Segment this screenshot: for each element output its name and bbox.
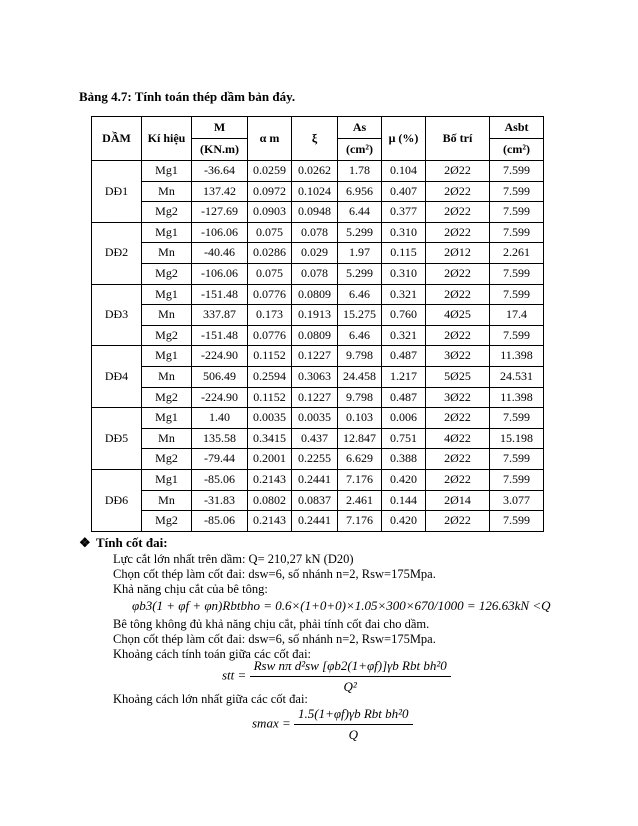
moment-symbol-cell: Mn [142, 428, 192, 449]
cell-mu: 0.310 [382, 263, 426, 284]
moment-symbol-cell: Mg2 [142, 387, 192, 408]
cell-am: 0.1152 [248, 387, 292, 408]
cell-am: 0.0802 [248, 490, 292, 511]
table-row [92, 428, 544, 449]
cell-asbt: 3.077 [490, 490, 544, 511]
max-spacing-formula [252, 706, 413, 743]
table-row [92, 305, 544, 326]
cell-as: 1.78 [338, 161, 382, 182]
cell-bt: 2Ø22 [426, 202, 490, 223]
cell-bt: 5Ø25 [426, 366, 490, 387]
formula-denominator: Q² [343, 679, 357, 694]
cell-m: -127.69 [192, 202, 248, 223]
table-row [92, 243, 544, 264]
moment-symbol-cell: Mn [142, 181, 192, 202]
text-line: Khoảng cách lớn nhất giữa các cốt đai: [113, 692, 308, 706]
cell-mu: 0.420 [382, 511, 426, 532]
table-row [92, 366, 544, 387]
formula-lhs: smax = [252, 715, 291, 731]
text-line: Lực cắt lớn nhất trên dầm: Q= 210,27 kN (D20) [113, 552, 354, 566]
section-title: Tính cốt đai: [96, 535, 168, 550]
beam-name-cell: DĐ6 [92, 469, 142, 531]
cell-mu: 0.407 [382, 181, 426, 202]
cell-m: -106.06 [192, 263, 248, 284]
cell-xi: 0.078 [292, 263, 338, 284]
header-ki-hieu: Kí hiệu [142, 117, 192, 161]
cell-am: 0.2001 [248, 449, 292, 470]
cell-as: 24.458 [338, 366, 382, 387]
cell-am: 0.2143 [248, 469, 292, 490]
cell-xi: 0.2255 [292, 449, 338, 470]
cell-asbt: 7.599 [490, 202, 544, 223]
cell-m: -224.90 [192, 387, 248, 408]
cell-mu: 0.006 [382, 408, 426, 429]
header-as-unit: (cm²) [338, 139, 382, 161]
cell-as: 6.44 [338, 202, 382, 223]
table-row [92, 222, 544, 243]
cell-xi: 0.3063 [292, 366, 338, 387]
beam-name-cell: DĐ3 [92, 284, 142, 346]
text-line: Khả năng chịu cắt của bê tông: [113, 582, 268, 596]
cell-as: 9.798 [338, 387, 382, 408]
table-row [92, 511, 544, 532]
cell-bt: 2Ø22 [426, 161, 490, 182]
formula-numerator: 1.5(1+φf)γb Rbt bh²0 [294, 706, 413, 725]
moment-symbol-cell: Mg1 [142, 346, 192, 367]
table-row [92, 408, 544, 429]
header-alpha: α m [248, 117, 292, 161]
cell-as: 7.176 [338, 511, 382, 532]
formula-lhs: stt = [222, 667, 247, 683]
cell-asbt: 7.599 [490, 181, 544, 202]
cell-asbt: 7.599 [490, 469, 544, 490]
cell-xi: 0.0948 [292, 202, 338, 223]
concrete-shear-formula: φb3(1 + φf + φn)Rbtbho = 0.6×(1+0+0)×1.05×300×670/1000 = 126.63kN <Q [132, 598, 551, 613]
cell-mu: 0.321 [382, 284, 426, 305]
cell-xi: 0.078 [292, 222, 338, 243]
cell-xi: 0.0262 [292, 161, 338, 182]
cell-xi: 0.029 [292, 243, 338, 264]
text-line: Chọn cốt thép làm cốt đai: dsw=6, số nhánh n=2, Rsw=175Mpa. [113, 632, 436, 646]
cell-asbt: 7.599 [490, 284, 544, 305]
header-mu: μ (%) [382, 117, 426, 161]
cell-mu: 0.144 [382, 490, 426, 511]
cell-mu: 0.760 [382, 305, 426, 326]
moment-symbol-cell: Mg2 [142, 325, 192, 346]
cell-asbt: 2.261 [490, 243, 544, 264]
cell-am: 0.0776 [248, 325, 292, 346]
cell-am: 0.173 [248, 305, 292, 326]
cell-xi: 0.1913 [292, 305, 338, 326]
header-m: M [192, 117, 248, 139]
cell-mu: 0.487 [382, 387, 426, 408]
moment-symbol-cell: Mg2 [142, 511, 192, 532]
cell-m: -79.44 [192, 449, 248, 470]
cell-asbt: 11.398 [490, 346, 544, 367]
cell-as: 6.46 [338, 325, 382, 346]
moment-symbol-cell: Mg1 [142, 161, 192, 182]
cell-xi: 0.2441 [292, 511, 338, 532]
cell-asbt: 7.599 [490, 161, 544, 182]
beam-name-cell: DĐ5 [92, 408, 142, 470]
cell-as: 2.461 [338, 490, 382, 511]
cell-asbt: 24.531 [490, 366, 544, 387]
moment-symbol-cell: Mg1 [142, 408, 192, 429]
cell-bt: 2Ø22 [426, 284, 490, 305]
table-row [92, 202, 544, 223]
cell-am: 0.0776 [248, 284, 292, 305]
cell-am: 0.0035 [248, 408, 292, 429]
diamond-bullet-icon: ❖ [79, 535, 91, 550]
cell-xi: 0.0035 [292, 408, 338, 429]
cell-as: 9.798 [338, 346, 382, 367]
cell-as: 0.103 [338, 408, 382, 429]
cell-bt: 2Ø22 [426, 325, 490, 346]
cell-am: 0.0286 [248, 243, 292, 264]
cell-mu: 0.377 [382, 202, 426, 223]
cell-mu: 0.487 [382, 346, 426, 367]
cell-mu: 0.104 [382, 161, 426, 182]
cell-am: 0.2594 [248, 366, 292, 387]
cell-as: 7.176 [338, 469, 382, 490]
cell-xi: 0.0809 [292, 284, 338, 305]
cell-m: 506.49 [192, 366, 248, 387]
cell-am: 0.0903 [248, 202, 292, 223]
cell-bt: 4Ø25 [426, 305, 490, 326]
beam-name-cell: DĐ4 [92, 346, 142, 408]
table-row [92, 181, 544, 202]
moment-symbol-cell: Mn [142, 305, 192, 326]
cell-xi: 0.1024 [292, 181, 338, 202]
header-as: As [338, 117, 382, 139]
cell-bt: 2Ø22 [426, 469, 490, 490]
cell-bt: 2Ø22 [426, 263, 490, 284]
cell-xi: 0.0809 [292, 325, 338, 346]
cell-xi: 0.0837 [292, 490, 338, 511]
moment-symbol-cell: Mg1 [142, 284, 192, 305]
cell-m: -36.64 [192, 161, 248, 182]
moment-symbol-cell: Mg2 [142, 263, 192, 284]
cell-bt: 2Ø12 [426, 243, 490, 264]
cell-bt: 4Ø22 [426, 428, 490, 449]
cell-xi: 0.1227 [292, 387, 338, 408]
cell-m: 1.40 [192, 408, 248, 429]
header-m-unit: (KN.m) [192, 139, 248, 161]
cell-as: 6.956 [338, 181, 382, 202]
cell-m: 337.87 [192, 305, 248, 326]
moment-symbol-cell: Mn [142, 490, 192, 511]
cell-am: 0.0972 [248, 181, 292, 202]
formula-numerator: Rsw nπ d²sw [φb2(1+φf)]γb Rbt bh²0 [250, 658, 451, 677]
cell-bt: 2Ø22 [426, 181, 490, 202]
cell-asbt: 15.198 [490, 428, 544, 449]
cell-am: 0.3415 [248, 428, 292, 449]
cell-am: 0.2143 [248, 511, 292, 532]
cell-xi: 0.2441 [292, 469, 338, 490]
cell-bt: 2Ø22 [426, 222, 490, 243]
formula-fraction [294, 706, 413, 743]
cell-as: 6.629 [338, 449, 382, 470]
cell-bt: 2Ø22 [426, 511, 490, 532]
cell-m: -85.06 [192, 469, 248, 490]
cell-asbt: 7.599 [490, 325, 544, 346]
moment-symbol-cell: Mn [142, 366, 192, 387]
table-row [92, 325, 544, 346]
cell-mu: 0.310 [382, 222, 426, 243]
cell-m: 135.58 [192, 428, 248, 449]
moment-symbol-cell: Mg2 [142, 202, 192, 223]
cell-xi: 0.1227 [292, 346, 338, 367]
cell-mu: 1.217 [382, 366, 426, 387]
stirrup-spacing-formula [222, 658, 451, 695]
table-row [92, 387, 544, 408]
table-row [92, 263, 544, 284]
header-xi: ξ [292, 117, 338, 161]
header-asbt: Asbt [490, 117, 544, 139]
cell-am: 0.075 [248, 222, 292, 243]
cell-bt: 3Ø22 [426, 387, 490, 408]
table-caption: Bảng 4.7: Tính toán thép dầm bản đáy. [79, 89, 296, 104]
table-row [92, 449, 544, 470]
text-line: Chọn cốt thép làm cốt đai: dsw=6, số nhánh n=2, Rsw=175Mpa. [113, 567, 436, 581]
beam-name-cell: DĐ1 [92, 161, 142, 223]
cell-mu: 0.420 [382, 469, 426, 490]
beam-steel-table [91, 116, 544, 532]
cell-xi: 0.437 [292, 428, 338, 449]
cell-asbt: 7.599 [490, 449, 544, 470]
section-heading [79, 535, 168, 551]
cell-bt: 2Ø22 [426, 449, 490, 470]
cell-as: 15.275 [338, 305, 382, 326]
cell-m: 137.42 [192, 181, 248, 202]
moment-symbol-cell: Mn [142, 243, 192, 264]
text-line: Khoảng cách tính toán giữa các cốt đai: [113, 647, 312, 661]
table-row [92, 161, 544, 182]
cell-as: 12.847 [338, 428, 382, 449]
cell-asbt: 17.4 [490, 305, 544, 326]
table-row [92, 469, 544, 490]
cell-m: -151.48 [192, 284, 248, 305]
cell-m: -85.06 [192, 511, 248, 532]
cell-m: -151.48 [192, 325, 248, 346]
cell-am: 0.075 [248, 263, 292, 284]
cell-asbt: 11.398 [490, 387, 544, 408]
moment-symbol-cell: Mg2 [142, 449, 192, 470]
cell-as: 5.299 [338, 263, 382, 284]
cell-bt: 2Ø14 [426, 490, 490, 511]
cell-m: -31.83 [192, 490, 248, 511]
cell-am: 0.1152 [248, 346, 292, 367]
formula-fraction [250, 658, 451, 695]
cell-mu: 0.751 [382, 428, 426, 449]
cell-bt: 3Ø22 [426, 346, 490, 367]
beam-name-cell: DĐ2 [92, 222, 142, 284]
cell-asbt: 7.599 [490, 263, 544, 284]
cell-as: 5.299 [338, 222, 382, 243]
moment-symbol-cell: Mg1 [142, 469, 192, 490]
cell-m: -106.06 [192, 222, 248, 243]
cell-am: 0.0259 [248, 161, 292, 182]
formula-denominator: Q [348, 727, 358, 742]
cell-m: -224.90 [192, 346, 248, 367]
cell-asbt: 7.599 [490, 222, 544, 243]
cell-m: -40.46 [192, 243, 248, 264]
cell-as: 6.46 [338, 284, 382, 305]
table-row [92, 284, 544, 305]
header-asbt-unit: (cm²) [490, 139, 544, 161]
table-row [92, 346, 544, 367]
moment-symbol-cell: Mg1 [142, 222, 192, 243]
text-line: Bê tông không đủ khả năng chịu cắt, phải tính cốt đai cho dầm. [113, 617, 430, 631]
cell-bt: 2Ø22 [426, 408, 490, 429]
cell-asbt: 7.599 [490, 511, 544, 532]
header-dam: DẦM [92, 117, 142, 161]
header-bo-tri: Bố trí [426, 117, 490, 161]
table-row [92, 490, 544, 511]
cell-mu: 0.115 [382, 243, 426, 264]
cell-as: 1.97 [338, 243, 382, 264]
cell-mu: 0.388 [382, 449, 426, 470]
cell-asbt: 7.599 [490, 408, 544, 429]
cell-mu: 0.321 [382, 325, 426, 346]
